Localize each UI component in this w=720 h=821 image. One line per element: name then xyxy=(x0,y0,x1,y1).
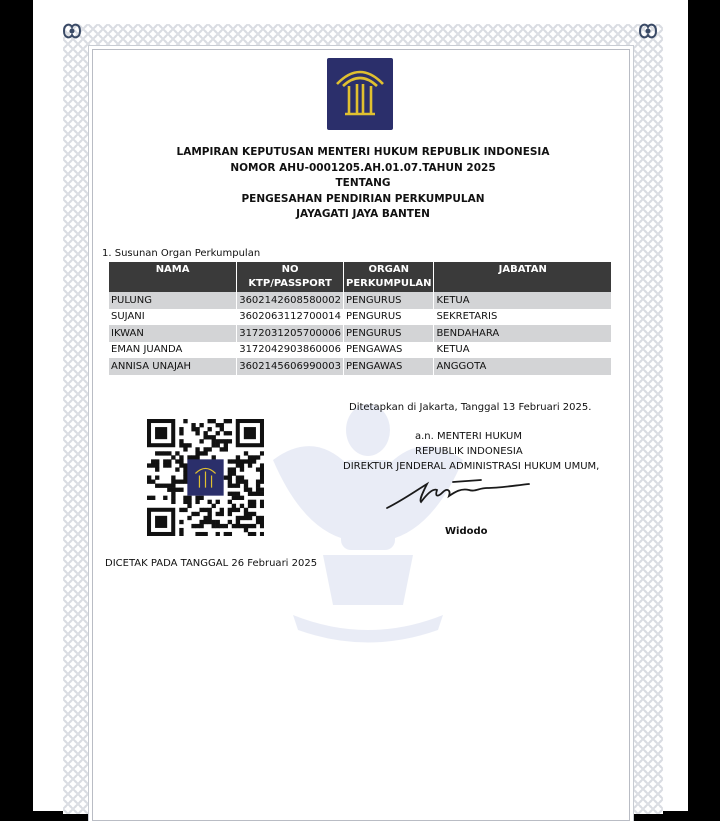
document-page xyxy=(33,0,688,811)
cell-ktp: 3602142608580002 xyxy=(237,292,344,309)
corner-ornament-icon xyxy=(637,20,659,42)
table-row xyxy=(109,292,611,309)
director-title: DIREKTUR JENDERAL ADMINISTRASI HUKUM UMUM, xyxy=(343,461,600,472)
qr-code-icon xyxy=(147,419,264,536)
column-header-nama: NAMA xyxy=(109,262,237,292)
cell-jabatan: SEKRETARIS xyxy=(436,311,498,323)
cell-ktp: 3602063112700014 xyxy=(237,309,344,326)
heading-line: JAYAGATI JAYA BANTEN xyxy=(296,208,430,220)
cell-organ: PENGURUS xyxy=(344,292,434,309)
table-row xyxy=(109,342,611,359)
pengayoman-logo-icon xyxy=(327,58,393,130)
table-row xyxy=(109,358,611,375)
heading-line: NOMOR AHU-0001205.AH.01.07.TAHUN 2025 xyxy=(230,161,496,174)
cell-jabatan: KETUA xyxy=(436,344,470,356)
on-behalf-line: a.n. MENTERI HUKUM xyxy=(415,431,523,442)
heading-line: LAMPIRAN KEPUTUSAN MENTERI HUKUM REPUBLIK INDONESIA xyxy=(176,146,550,158)
cell-ktp: 3602145606990003 xyxy=(237,358,344,375)
cell-nama: EMAN JUANDA xyxy=(109,342,237,359)
issued-statement: Ditetapkan di Jakarta, Tanggal 13 Februari 2025. xyxy=(349,402,592,413)
cell-jabatan: BENDAHARA xyxy=(434,325,611,342)
organ-table xyxy=(109,262,611,375)
cell-jabatan: KETUA xyxy=(434,292,611,309)
cell-ktp: 3172042903860006 xyxy=(237,342,344,359)
table-row xyxy=(109,325,611,342)
column-header-ktp: NO KTP/PASSPORT xyxy=(237,262,344,292)
cell-nama: SUJANI xyxy=(109,309,237,326)
document-heading xyxy=(153,145,573,223)
table-header-row xyxy=(109,262,611,292)
cell-organ: PENGURUS xyxy=(344,309,434,326)
cell-organ: PENGAWAS xyxy=(344,342,434,359)
column-header-organ: ORGAN PERKUMPULAN xyxy=(344,262,434,292)
heading-line: TENTANG xyxy=(335,177,391,189)
cell-ktp: 3172031205700006 xyxy=(237,325,344,342)
column-header-jabatan: JABATAN xyxy=(434,262,611,292)
section-label: 1. Susunan Organ Perkumpulan xyxy=(102,248,261,259)
heading-line: PENGESAHAN PENDIRIAN PERKUMPULAN xyxy=(241,192,485,205)
cell-nama: ANNISA UNAJAH xyxy=(109,358,237,375)
corner-ornament-icon xyxy=(61,20,83,42)
printed-date: DICETAK PADA TANGGAL 26 Februari 2025 xyxy=(105,558,318,569)
cell-nama: PULUNG xyxy=(109,292,237,309)
cell-nama: IKWAN xyxy=(109,325,237,342)
cell-jabatan: ANGGOTA xyxy=(434,358,611,375)
cell-organ: PENGURUS xyxy=(344,325,434,342)
cell-organ: PENGAWAS xyxy=(344,358,434,375)
signatory-name: Widodo xyxy=(445,526,488,537)
table-row xyxy=(109,309,611,326)
country-line: REPUBLIK INDONESIA xyxy=(415,446,523,457)
garuda-watermark-icon xyxy=(253,390,483,650)
handwritten-signature-icon xyxy=(383,474,548,514)
